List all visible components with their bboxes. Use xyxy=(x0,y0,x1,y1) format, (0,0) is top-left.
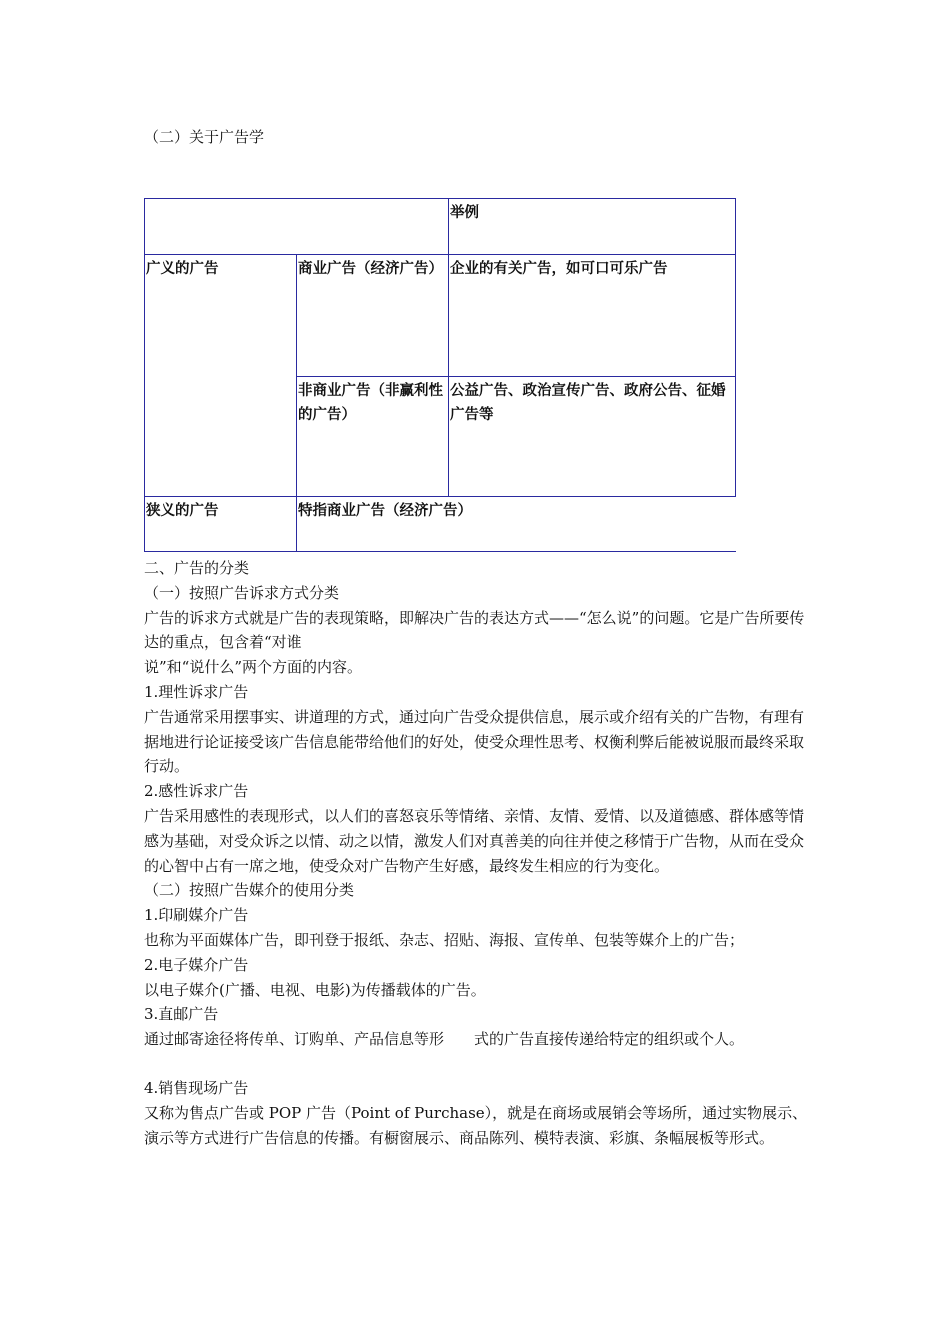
body-text xyxy=(144,556,816,1150)
section-title: 二、广告的分类 xyxy=(144,559,250,577)
paragraph: 广告的诉求方式就是广告的表现策略，即解决广告的表达方式——“怎么说”的问题。它是广告所要传达的重点，包含着“对谁 xyxy=(144,608,805,652)
paragraph: 广告采用感性的表现形式，以人们的喜怒哀乐等情绪、亲情、友情、爱情、以及道德感、群体感等情感为基础，对受众诉之以情、动之以情，激发人们对真善美的向往并使之移情于广告物，从而在受众的心智中占有一席之地，使受众对广告物产生好感，最终发生相应的行为变化。 xyxy=(144,806,805,875)
item-title: 3.直邮广告 xyxy=(144,1005,219,1024)
table-header-empty-cell xyxy=(145,199,449,255)
commercial-ad-example: 企业的有关广告，如可口可乐广告 xyxy=(449,255,736,377)
section-heading: （二）关于广告学 xyxy=(144,128,265,146)
paragraph: 以电子媒介(广播、电视、电影)为传播载体的广告。 xyxy=(144,980,486,999)
narrow-ad-value: 特指商业广告（经济广告） xyxy=(297,497,736,552)
commercial-ad-label: 商业广告（经济广告） xyxy=(297,255,449,377)
item-title: 4.销售现场广告 xyxy=(144,1078,249,1097)
paragraph: 也称为平面媒体广告，即刊登于报纸、杂志、招贴、海报、宣传单、包装等媒介上的广告； xyxy=(144,930,745,949)
table-header-row xyxy=(145,199,736,255)
noncommercial-ad-example: 公益广告、政治宣传广告、政府公告、征婚广告等 xyxy=(449,377,736,497)
subsection-title: （二）按照广告媒介的使用分类 xyxy=(144,881,355,900)
paragraph: 又称为售点广告或 POP 广告（Point of Purchase），就是在商场或展销会等场所，通过实物展示、演示等方式进行广告信息的传播。有橱窗展示、商品陈列、模特表演、彩旗、条幅展板等形式。 xyxy=(144,1103,808,1147)
item-title: 2.感性诉求广告 xyxy=(144,782,249,801)
table-row xyxy=(145,497,736,552)
paragraph: 广告通常采用摆事实、讲道理的方式，通过向广告受众提供信息，展示或介绍有关的广告物，有理有据地进行论证接受该广告信息能带给他们的好处，使受众理性思考、权衡利弊后能被说服而最终采取行动。 xyxy=(144,707,805,776)
blank-line xyxy=(144,1052,816,1076)
narrow-ad-label: 狭义的广告 xyxy=(145,497,297,552)
paragraph: 通过邮寄途径将传单、订购单、产品信息等形 式的广告直接传递给特定的组织或个人。 xyxy=(144,1030,745,1049)
noncommercial-ad-label: 非商业广告（非赢利性的广告） xyxy=(297,377,449,497)
broad-ad-label: 广义的广告 xyxy=(145,255,297,497)
item-title: 1.印刷媒介广告 xyxy=(144,906,249,925)
table-row xyxy=(145,255,736,377)
subsection-title: （一）按照广告诉求方式分类 xyxy=(144,583,340,602)
ad-definition-table xyxy=(144,198,736,552)
item-title: 1.理性诉求广告 xyxy=(144,682,249,701)
table-header-example: 举例 xyxy=(449,199,736,255)
paragraph: 说”和“说什么”两个方面的内容。 xyxy=(144,658,363,677)
item-title: 2.电子媒介广告 xyxy=(144,955,249,974)
